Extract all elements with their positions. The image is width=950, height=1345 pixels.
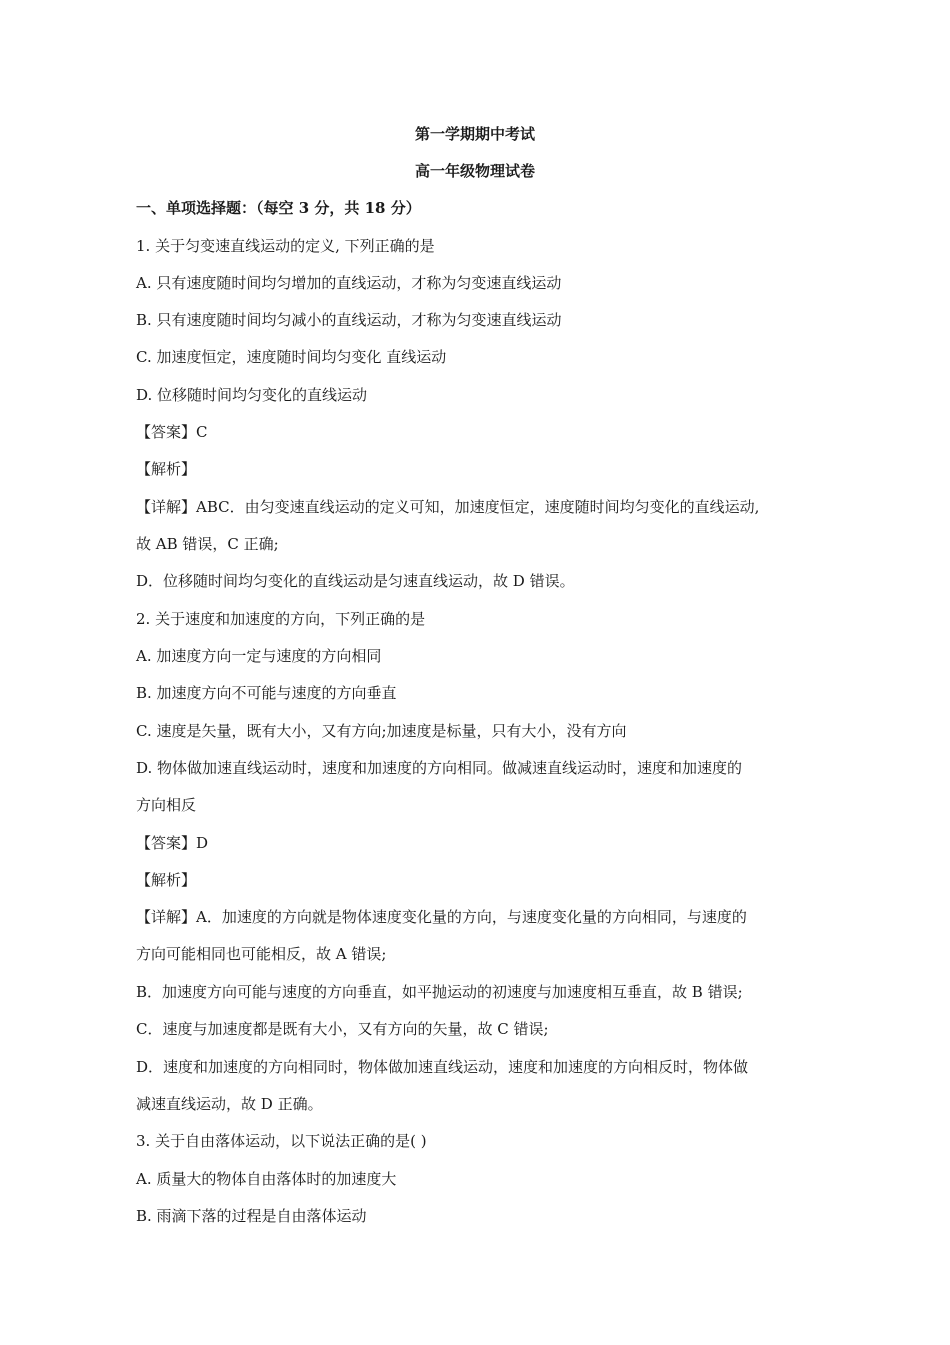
question-2-detail-line: 【详解】A．加速度的方向就是物体速度变化量的方向，与速度变化量的方向相同，与速度的 [136,908,747,926]
question-1-analysis-label: 【解析】 [136,460,197,478]
question-2-option-b: B. 加速度方向不可能与速度的方向垂直 [136,684,397,702]
question-2-detail-line: B．加速度方向可能与速度的方向垂直，如平抛运动的初速度与加速度相互垂直，故 B 错误; [136,983,743,1001]
question-2-option-a: A. 加速度方向一定与速度的方向相同 [136,647,382,665]
question-1-stem: 1. 关于匀变速直线运动的定义, 下列正确的是 [136,237,435,255]
question-2-analysis-label: 【解析】 [136,871,197,889]
question-2-stem: 2. 关于速度和加速度的方向，下列正确的是 [136,610,426,628]
question-2-option-d-continued: 方向相反 [136,796,197,814]
question-2-detail-line: C．速度与加速度都是既有大小，又有方向的矢量，故 C 错误; [136,1020,549,1038]
section-heading: 一、单项选择题：（每空 3 分，共 18 分） [136,199,421,217]
question-1-answer: 【答案】C [136,423,208,441]
question-1-option-d: D. 位移随时间均匀变化的直线运动 [136,386,368,404]
question-2-option-d: D. 物体做加速直线运动时，速度和加速度的方向相同。做减速直线运动时，速度和加速度的 [136,759,743,777]
question-1-option-c: C. 加速度恒定，速度随时间均匀变化 直线运动 [136,348,447,366]
question-2-option-c: C. 速度是矢量，既有大小，又有方向;加速度是标量，只有大小，没有方向 [136,722,627,740]
exam-title: 第一学期期中考试 [414,125,535,143]
question-2-answer: 【答案】D [136,834,209,852]
question-3-option-a: A. 质量大的物体自由落体时的加速度大 [136,1170,397,1188]
question-3-stem: 3. 关于自由落体运动，以下说法正确的是( ) [136,1132,427,1150]
question-2-detail-line: 减速直线运动，故 D 正确。 [136,1095,323,1113]
question-1-option-a: A. 只有速度随时间均匀增加的直线运动，才称为匀变速直线运动 [136,274,562,292]
question-2-detail-line: D．速度和加速度的方向相同时，物体做加速直线运动，速度和加速度的方向相反时，物体做 [136,1058,749,1076]
question-2-detail-line: 方向可能相同也可能相反，故 A 错误; [136,945,387,963]
exam-subtitle: 高一年级物理试卷 [414,162,535,180]
question-1-detail-line: 【详解】ABC．由匀变速直线运动的定义可知，加速度恒定，速度随时间均匀变化的直线运动, [136,498,760,516]
question-1-option-b: B. 只有速度随时间均匀减小的直线运动，才称为匀变速直线运动 [136,311,562,329]
question-3-option-b: B. 雨滴下落的过程是自由落体运动 [136,1207,367,1225]
question-1-detail-line: 故 AB 错误，C 正确; [136,535,279,553]
question-1-detail-line: D．位移随时间均匀变化的直线运动是匀速直线运动，故 D 错误。 [136,572,575,590]
